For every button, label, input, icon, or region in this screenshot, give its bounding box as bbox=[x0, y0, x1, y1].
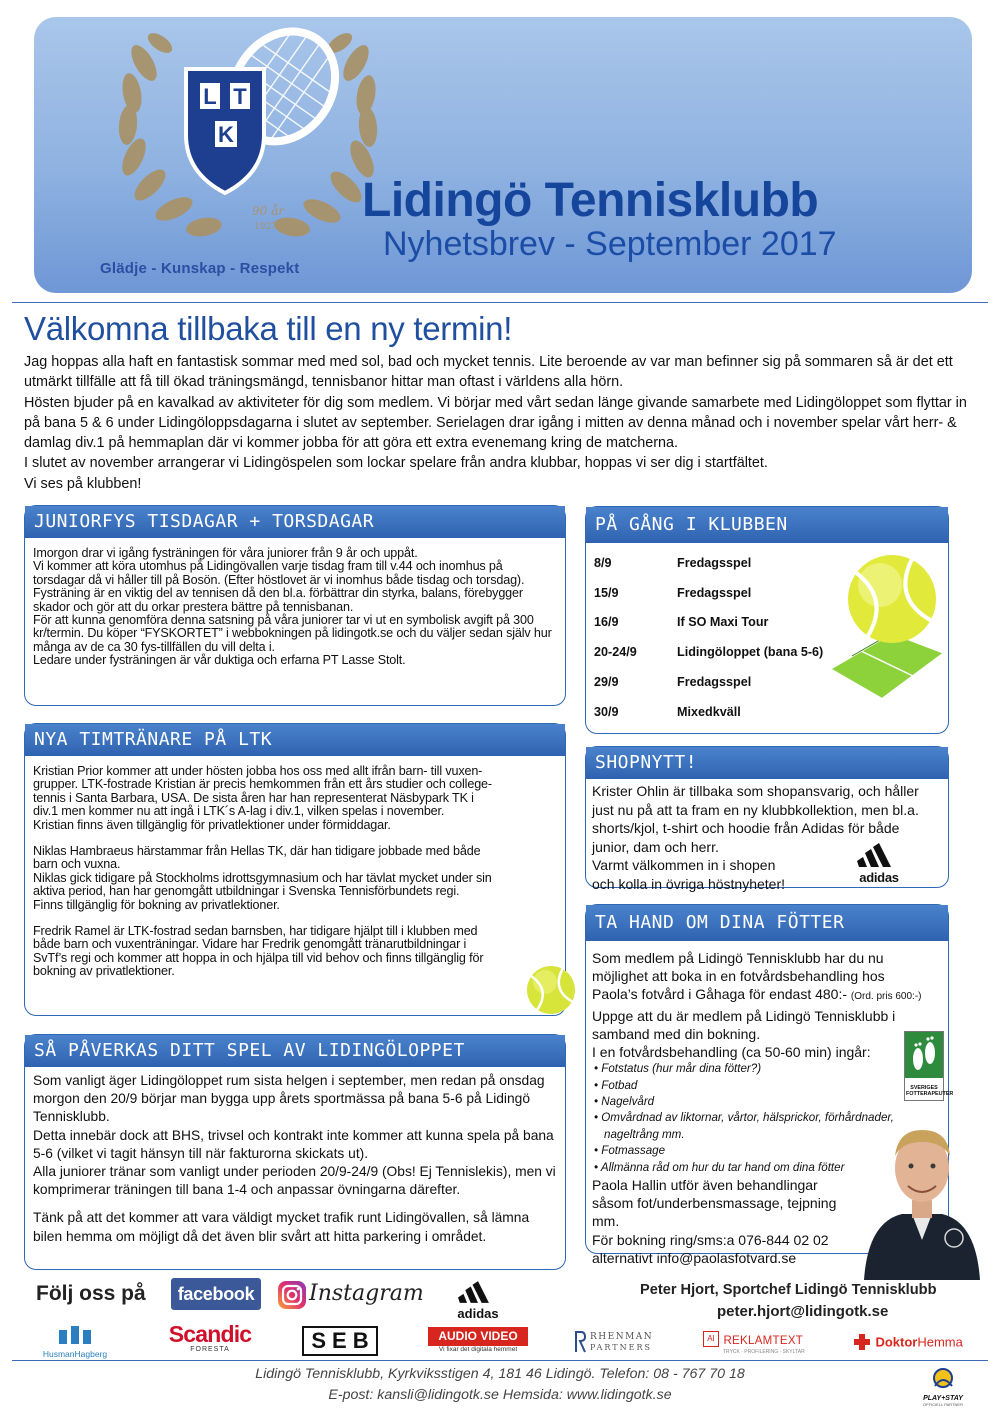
shopnytt-heading: SHOPNYTT! bbox=[586, 747, 948, 779]
event-date: 8/9 bbox=[594, 556, 612, 570]
sponsor-scandic-name: Scandic bbox=[168, 1321, 252, 1347]
juniorfys-line: Vi kommer att köra utomhus på Lidingövallen varje tisdag fram till v.44 och inomhus på torsdagar då vi håller till på Bosön. (Efter höstlovet är vi inomhus både tisdag och torsdag). bbox=[33, 559, 525, 587]
sponsor-reklamtext-sub: TRYCK · PROFILERING · SKYLTAR bbox=[723, 1349, 805, 1355]
event-name: Fredagsspel bbox=[677, 586, 752, 600]
event-date: 20-24/9 bbox=[594, 645, 637, 659]
medical-cross-icon bbox=[853, 1333, 871, 1351]
event-name: Fredagsspel bbox=[677, 556, 752, 570]
fotter-list-item: • Omvårdnad av liktornar, vårtor, hälsprickor, förhårdnader, bbox=[594, 1111, 894, 1125]
event-row bbox=[594, 705, 741, 719]
timtranare-line: Niklas Hambraeus härstammar från Hellas TK, där han tidigare jobbade med både barn och vuxna. bbox=[33, 844, 481, 872]
sponsor-play-stay bbox=[918, 1368, 968, 1407]
badge-text: SVERIGES FOTTERAPEUTER bbox=[906, 1085, 954, 1097]
juniorfys-line: För att kunna genomföra denna satsning på våra juniorer tar vi ut en symbolisk avgift på 300 kr/termin. Du köper “FYSKORTET” i webbokningen på lidingotk.se och du väljer sedan själv hur många av de ca 30 fys-tillfällen du vill delta i. bbox=[33, 613, 552, 654]
club-motto: Glädje - Kunskap - Respekt bbox=[100, 260, 300, 277]
event-name: If SO Maxi Tour bbox=[677, 615, 769, 629]
juniorfys-box bbox=[24, 505, 566, 706]
adidas-stripes-icon bbox=[857, 843, 901, 867]
shopnytt-box bbox=[585, 746, 949, 892]
juniorfys-heading: JUNIORFYS TISDAGAR + TORSDAGAR bbox=[25, 506, 565, 538]
contact-email[interactable]: peter.hjort@lidingotk.se bbox=[717, 1303, 889, 1320]
sponsor-audio-video bbox=[428, 1327, 528, 1353]
intro-text bbox=[24, 352, 974, 494]
fotter-list-item: • Allmänna råd om hur du tar hand om dina fötter bbox=[594, 1160, 845, 1174]
svg-text:L: L bbox=[203, 84, 217, 109]
fotter-line: För bokning ring/sms:a 076-844 02 02 bbox=[592, 1231, 829, 1248]
logo-years: 90 år bbox=[252, 204, 284, 218]
event-name: Fredagsspel bbox=[677, 675, 752, 689]
timtranare-line: Finns tillgänglig för bokning av privatlektioner. bbox=[33, 897, 280, 912]
play-stay-ball-icon bbox=[930, 1368, 956, 1390]
juniorfys-line: Imorgon drar vi igång fysträningen för våra juniorer från 9 år och uppåt. bbox=[33, 546, 418, 560]
play-stay-name: PLAY+STAY bbox=[923, 1395, 963, 1402]
intro-paragraph: Jag hoppas alla haft en fantastisk sommar med med sol, bad och mycket tennis. Lite beroende av var man befinner sig på sommaren så är det ett utmärkt tillfälle att få till ökad träningsmängd, tennisbanor hittar man oftast i världens alla hörn. bbox=[24, 354, 953, 391]
fotter-list-item: • Fotstatus (hur mår dina fötter?) bbox=[594, 1062, 762, 1076]
fotter-list-item: • Fotbad bbox=[594, 1078, 638, 1092]
timtranare-box bbox=[24, 723, 566, 1016]
adidas-logo bbox=[850, 843, 908, 885]
timtranare-heading: NYA TIMTRÄNARE PÅ LTK bbox=[25, 724, 565, 756]
sponsor-adidas-name: adidas bbox=[457, 1306, 499, 1321]
fotterapeuter-badge bbox=[904, 1031, 954, 1101]
tennis-ball-icon bbox=[523, 962, 583, 1014]
event-name: Lidingöloppet (bana 5-6) bbox=[677, 645, 824, 659]
lidingoloppet-box bbox=[24, 1034, 566, 1270]
husman-house-icon bbox=[57, 1324, 93, 1344]
club-name: Lidingö Tennisklubb bbox=[362, 174, 819, 227]
event-date: 16/9 bbox=[594, 615, 619, 629]
lidingoloppet-line: Detta innebär dock att BHS, trivsel och kontrakt inte kommer att kunna spela på bana 5-6 (vilket vi tagit hänsyn till när fakturorna skickats ut). bbox=[33, 1127, 554, 1161]
sponsor-audio-sub: Vi fixar det digitala hemmet bbox=[438, 1346, 518, 1353]
follow-us-label: Följ oss på bbox=[36, 1282, 146, 1305]
event-date: 30/9 bbox=[594, 705, 619, 719]
sponsor-scandic bbox=[163, 1322, 257, 1353]
sponsor-scandic-sub: FORESTA bbox=[190, 1346, 230, 1353]
fotter-intro: Som medlem på Lidingö Tennisklubb har du nu möjlighet att boka in en fotvårdsbehandling hos Paola’s fotvård i Gåhaga för endast 480:- (Ord. pris 600:-) bbox=[592, 950, 922, 1003]
sponsor-doktorhemma bbox=[853, 1333, 975, 1351]
sponsor-rhenman-name: RHENMAN bbox=[590, 1332, 654, 1342]
tennis-court-ball-icon bbox=[822, 551, 947, 701]
sponsor-audio-name: AUDIO VIDEO bbox=[428, 1327, 528, 1346]
rhenman-r-icon bbox=[574, 1330, 586, 1352]
event-date: 15/9 bbox=[594, 586, 619, 600]
fotter-list-item: • Nagelvård bbox=[594, 1095, 655, 1109]
event-row bbox=[594, 645, 823, 659]
sponsor-doktor-name: Doktor bbox=[875, 1334, 918, 1350]
svg-text:T: T bbox=[233, 84, 247, 109]
fotter-line: I en fotvårdsbehandling (ca 50-60 min) ingår: bbox=[592, 1044, 871, 1061]
newsletter-subtitle: Nyhetsbrev - September 2017 bbox=[383, 225, 837, 263]
footprints-icon bbox=[905, 1032, 943, 1078]
contact-name: Peter Hjort, Sportchef Lidingö Tennisklubb bbox=[640, 1282, 937, 1298]
footer-contact-line: E-post: kansli@lidingotk.se Hemsida: www.lidingotk.se bbox=[328, 1387, 672, 1403]
ltk-logo bbox=[104, 23, 404, 253]
sponsor-rhenman-sub: PARTNERS bbox=[590, 1343, 652, 1352]
adidas-stripes-icon bbox=[458, 1281, 498, 1303]
newsletter-header bbox=[34, 17, 972, 293]
facebook-link[interactable]: facebook bbox=[171, 1278, 261, 1310]
sponsor-husmanhagberg bbox=[32, 1324, 118, 1359]
juniorfys-line: Ledare under fysträningen är vår duktiga och erfarna PT Lasse Stolt. bbox=[33, 653, 406, 668]
shopnytt-line: Varmt välkommen in i shopen bbox=[592, 857, 776, 873]
sponsor-husman-name: HusmanHagberg bbox=[42, 1349, 108, 1359]
intro-paragraph: Vi ses på klubben! bbox=[24, 475, 142, 492]
fotter-price-note: (Ord. pris 600:-) bbox=[850, 991, 922, 1003]
lidingoloppet-heading: SÅ PÅVERKAS DITT SPEL AV LIDINGÖLOPPET bbox=[25, 1035, 565, 1067]
fotter-line: Uppge att du är medlem på Lidingö Tennisklubb i samband med din bokning. bbox=[592, 1007, 896, 1042]
event-row bbox=[594, 586, 751, 600]
sponsor-reklamtext: AI REKLAMTEXT TRYCK · PROFILERING · SKYLTAR bbox=[703, 1331, 811, 1355]
instagram-link[interactable]: Instagram bbox=[309, 1281, 424, 1306]
sponsor-hemma-name: Hemma bbox=[917, 1334, 963, 1350]
sponsor-reklamtext-name: REKLAMTEXT bbox=[723, 1335, 804, 1347]
fotter-line: alternativt info@paolasfotvard.se bbox=[592, 1249, 797, 1266]
divider-top bbox=[12, 302, 988, 303]
shopnytt-line: Krister Ohlin är tillbaka som shopansvarig, och håller just nu på att ta fram en ny klubbkollektion, men bl.a. shorts/kjol, t-shirt och hoodie från Adidas för både junior, dam och herr. bbox=[592, 783, 919, 855]
fotter-heading: TA HAND OM DINA FÖTTER bbox=[586, 905, 948, 941]
fotter-list-item: nageltrång mm. bbox=[604, 1127, 685, 1141]
event-row bbox=[594, 556, 751, 570]
shopnytt-line: och kolla in övriga höstnyheter! bbox=[592, 875, 785, 892]
play-stay-sub: OFFICIELL PARTNER bbox=[923, 1402, 963, 1407]
intro-title: Välkomna tillbaka till en ny termin! bbox=[24, 310, 513, 347]
logo-founded: 1927 bbox=[254, 222, 277, 232]
adidas-wordmark: adidas bbox=[859, 870, 899, 885]
timtranare-line: Kristian Prior kommer att under hösten jobba hos oss med allt ifrån barn- till vuxen-grupper. LTK-fostrade Kristian är precis hemkommen från ett års studier och college-tennis i Santa Barbara, USA. De sista åren har han representerat Näsbypark TK i div.1 men kommer nu att ingå i LTK´s A-lag i div.1, vilken spelas i november. bbox=[33, 764, 492, 819]
lidingoloppet-line: Som vanligt äger Lidingöloppet rum sista helgen i september, men redan på onsdag morgon den 20/9 börjar man bygga upp årets sportmässa på bana 5-6 på Lidingö Tennisklubb. bbox=[33, 1073, 545, 1125]
event-row bbox=[594, 675, 751, 689]
timtranare-line: Niklas gick tidigare på Stockholms idrottsgymnasium och har tävlat mycket under sin aktiva period, han har genomgått utbildningar i Svenska Tennisförbundets regi. bbox=[33, 870, 492, 899]
sponsor-adidas bbox=[448, 1281, 508, 1321]
juniorfys-line: Fysträning är en viktig del av tennisen då den bl.a. förbättrar din styrka, balans, förebygger skador och gör att du orkar prestera bättre på tennisbanan. bbox=[33, 586, 523, 614]
timtranare-line: Kristian finns även tillgänglig för privatlektioner under förmiddagar. bbox=[33, 817, 391, 832]
timtranare-line: Fredrik Ramel är LTK-fostrad sedan barnsben, har tidigare hjälpt till i klubben med både barn och vuxenträningar. Vidare har Fredrik genomgått tränarutbildningar i SvTf’s regi och kommer att hoppa in och hjälpa till vid behov och finns tillgänglig för bokning av privatlektioner. bbox=[33, 924, 484, 979]
footer-address: Lidingö Tennisklubb, Kyrkviksstigen 4, 181 46 Lidingö. Telefon: 08 - 767 70 18 bbox=[255, 1366, 745, 1382]
lidingoloppet-closing: Tänk på att det kommer att vara väldigt mycket trafik runt Lidingövallen, så lämna bilen hemma om möjligt då det även blir svårt att hitta parkering i området. bbox=[33, 1210, 530, 1244]
fotter-line: Paola Hallin utför även behandlingar såsom fot/underbensmassage, tejpning mm. bbox=[592, 1177, 837, 1230]
intro-paragraph: Hösten bjuder på en kavalkad av aktiviteter för dig som medlem. Vi börjar med vårt sedan länge givande samarbete med Lidingöloppet som flyttar in på bana 5 & 6 under Lidingöloppsdagarna i slutet av september. Serielagen drar igång i mitten av denna månad och i november spelar vårt herr- & damlag div.1 på hemmaplan där vi kommer jobba för att göra ett extra evenemang kring de matcherna. bbox=[24, 394, 967, 452]
pa-gang-box bbox=[585, 506, 949, 734]
divider-bottom bbox=[12, 1360, 988, 1361]
svg-text:K: K bbox=[218, 122, 234, 147]
event-row bbox=[594, 615, 768, 629]
sponsor-seb: SEB bbox=[302, 1326, 378, 1356]
event-name: Mixedkväll bbox=[677, 705, 741, 719]
fotter-list-item: • Fotmassage bbox=[594, 1144, 666, 1158]
intro-paragraph: I slutet av november arrangerar vi Lidingöspelen som lockar spelare från andra klubbar, hoppas vi ser dig i startfältet. bbox=[24, 455, 768, 472]
lidingoloppet-line: Alla juniorer tränar som vanligt under perioden 20/9-24/9 (Obs! Ej Tennislekis), men vi komprimerar träningen till bana 1-4 och anpassar övningarna därefter. bbox=[33, 1164, 556, 1198]
event-date: 29/9 bbox=[594, 675, 619, 689]
portrait-photo bbox=[862, 1118, 982, 1280]
pa-gang-heading: PÅ GÅNG I KLUBBEN bbox=[586, 507, 948, 543]
